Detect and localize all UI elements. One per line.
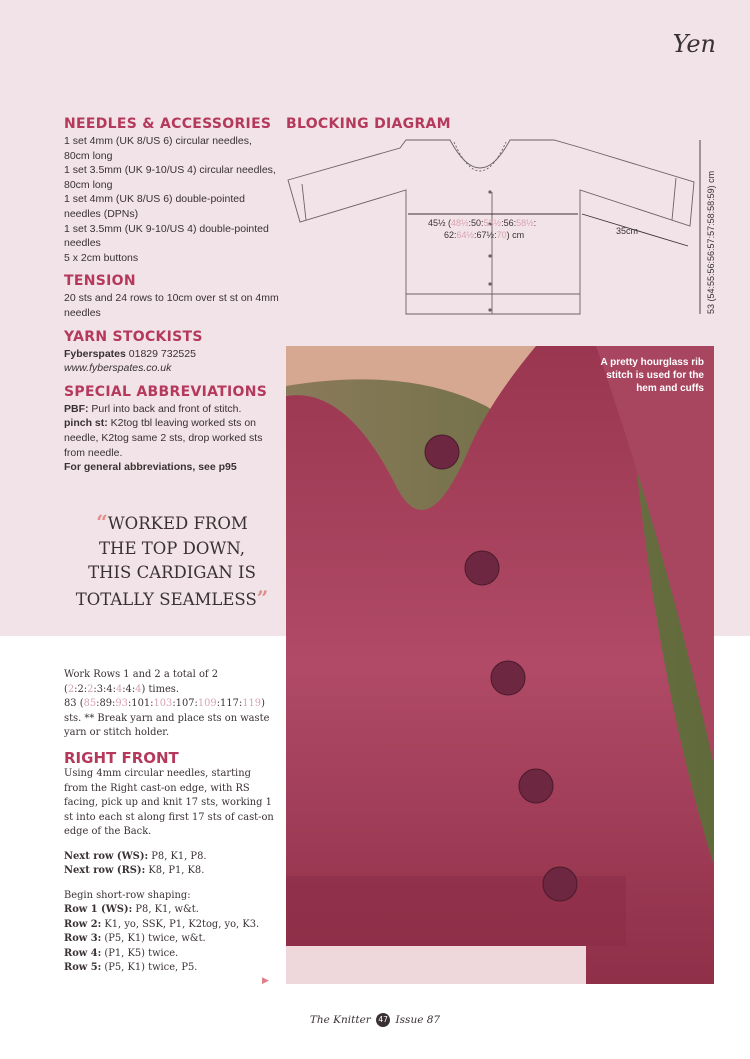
close-quote-icon: ” bbox=[256, 585, 269, 610]
needles-heading: NEEDLES & ACCESSORIES bbox=[64, 116, 272, 132]
paragraph: Work Rows 1 and 2 a total of 2 (2:2:2:3:4:4:4:4) times. 83 (85:89:93:101:103:107:109:117:119) sts. ** Break yarn and place sts on waste yarn or stitch holder. bbox=[64, 669, 270, 738]
info-column bbox=[64, 116, 279, 483]
button-mark bbox=[488, 254, 491, 257]
pull-quote bbox=[62, 510, 282, 612]
pattern-title: Yen bbox=[672, 30, 716, 58]
photo-illustration bbox=[286, 346, 714, 984]
abbr-term: PBF: bbox=[64, 402, 89, 415]
open-quote-icon: “ bbox=[96, 510, 108, 534]
needles-item: 1 set 4mm (UK 8/US 6) circular needles, 80cm long bbox=[64, 135, 252, 162]
paragraph: Next row (WS): P8, K1, P8. Next row (RS): K8, P1, K8. bbox=[64, 850, 207, 876]
continue-arrow-icon: ▶ bbox=[262, 975, 269, 985]
quote-line bbox=[62, 510, 282, 537]
tension-heading: TENSION bbox=[64, 273, 136, 290]
chest-measure: 45½ (48½:50:53½:56:58½: bbox=[428, 218, 537, 228]
needles-item: 1 set 3.5mm (UK 9-10/US 4) double-pointed needles bbox=[64, 222, 269, 250]
tension-text: 20 sts and 24 rows to 10cm over st st on 4mm needles bbox=[64, 292, 279, 319]
stockists-heading: YARN STOCKISTS bbox=[64, 328, 203, 345]
page-number: 47 bbox=[376, 1013, 390, 1027]
right-front-heading: RIGHT FRONT bbox=[64, 748, 179, 767]
abbreviation-pbf bbox=[64, 402, 279, 417]
neckline bbox=[454, 142, 506, 171]
cardigan-photo bbox=[286, 346, 714, 984]
abbreviations-section bbox=[64, 384, 279, 475]
abbreviations-heading: SPECIAL ABBREVIATIONS bbox=[64, 383, 268, 400]
sleeve-measure: 35cm bbox=[616, 226, 639, 236]
stockist-web[interactable]: www.fyberspates.co.uk bbox=[64, 362, 172, 375]
needles-item: 5 x 2cm buttons bbox=[64, 251, 139, 264]
cuff-line bbox=[302, 184, 306, 220]
quote-text: WORKED FROM bbox=[107, 514, 248, 533]
length-measure: 53 (54:55:56:56:57:57:58:58:59) cm bbox=[706, 170, 716, 314]
quote-line: THE TOP DOWN, bbox=[99, 538, 245, 558]
general-abbreviations: For general abbreviations, see p95 bbox=[64, 461, 237, 474]
magazine-name: The Knitter bbox=[309, 1014, 371, 1026]
diagram-heading: BLOCKING DIAGRAM bbox=[286, 116, 451, 132]
abbr-term: pinch st: bbox=[64, 417, 108, 430]
button-mark bbox=[488, 282, 491, 285]
pattern-body bbox=[64, 668, 274, 986]
needles-item: 1 set 3.5mm (UK 9-10/US 4) circular needles, 80cm long bbox=[64, 164, 276, 191]
button-icon bbox=[543, 867, 577, 901]
stockist-phone: 01829 732525 bbox=[125, 347, 196, 360]
stockist-line bbox=[64, 347, 279, 362]
issue-number: Issue 87 bbox=[395, 1014, 441, 1026]
blocking-diagram bbox=[282, 134, 722, 334]
needles-section bbox=[64, 116, 279, 265]
paragraph: Using 4mm circular needles, starting from the Right cast-on edge, with RS facing, pick up and knit 17 sts, working 1 st into each st along first 17 sts of cast-on edge of the Back. bbox=[64, 768, 274, 837]
abbr-def: K2tog tbl leaving worked sts on needle, K2tog same 2 sts, drop worked sts from needle. bbox=[64, 417, 263, 459]
button-icon bbox=[519, 769, 553, 803]
stockist-name: Fyberspates bbox=[64, 347, 126, 360]
button-icon bbox=[491, 661, 525, 695]
abbr-def: Purl into back and front of stitch. bbox=[88, 402, 242, 415]
stockists-section bbox=[64, 329, 279, 376]
button-icon bbox=[465, 551, 499, 585]
cuff-line bbox=[672, 178, 676, 220]
button-mark bbox=[488, 190, 491, 193]
needles-item: 1 set 4mm (UK 8/US 6) double-pointed needles (DPNs) bbox=[64, 193, 245, 220]
photo-caption: A pretty hourglass rib stitch is used for the hem and cuffs bbox=[600, 357, 704, 394]
chest-measure: 62:64½:67½:70) cm bbox=[444, 230, 525, 240]
page-footer bbox=[0, 1013, 750, 1027]
tension-section bbox=[64, 273, 279, 320]
abbreviation-pinch bbox=[64, 416, 279, 460]
button-mark bbox=[488, 308, 491, 311]
quote-line: THIS CARDIGAN IS bbox=[88, 563, 256, 582]
quote-line bbox=[62, 586, 282, 613]
button-icon bbox=[425, 435, 459, 469]
paragraph: Begin short-row shaping: Row 1 (WS): P8, K1, w&t. Row 2: K1, yo, SSK, P1, K2tog, yo, K3. Row 3: (P5, K1) twice, w&t. Row 4: (P1, K5) twice. Row 5: (P5, K1) twice, P5. bbox=[64, 889, 260, 973]
quote-text: TOTALLY SEAMLESS bbox=[75, 589, 257, 609]
